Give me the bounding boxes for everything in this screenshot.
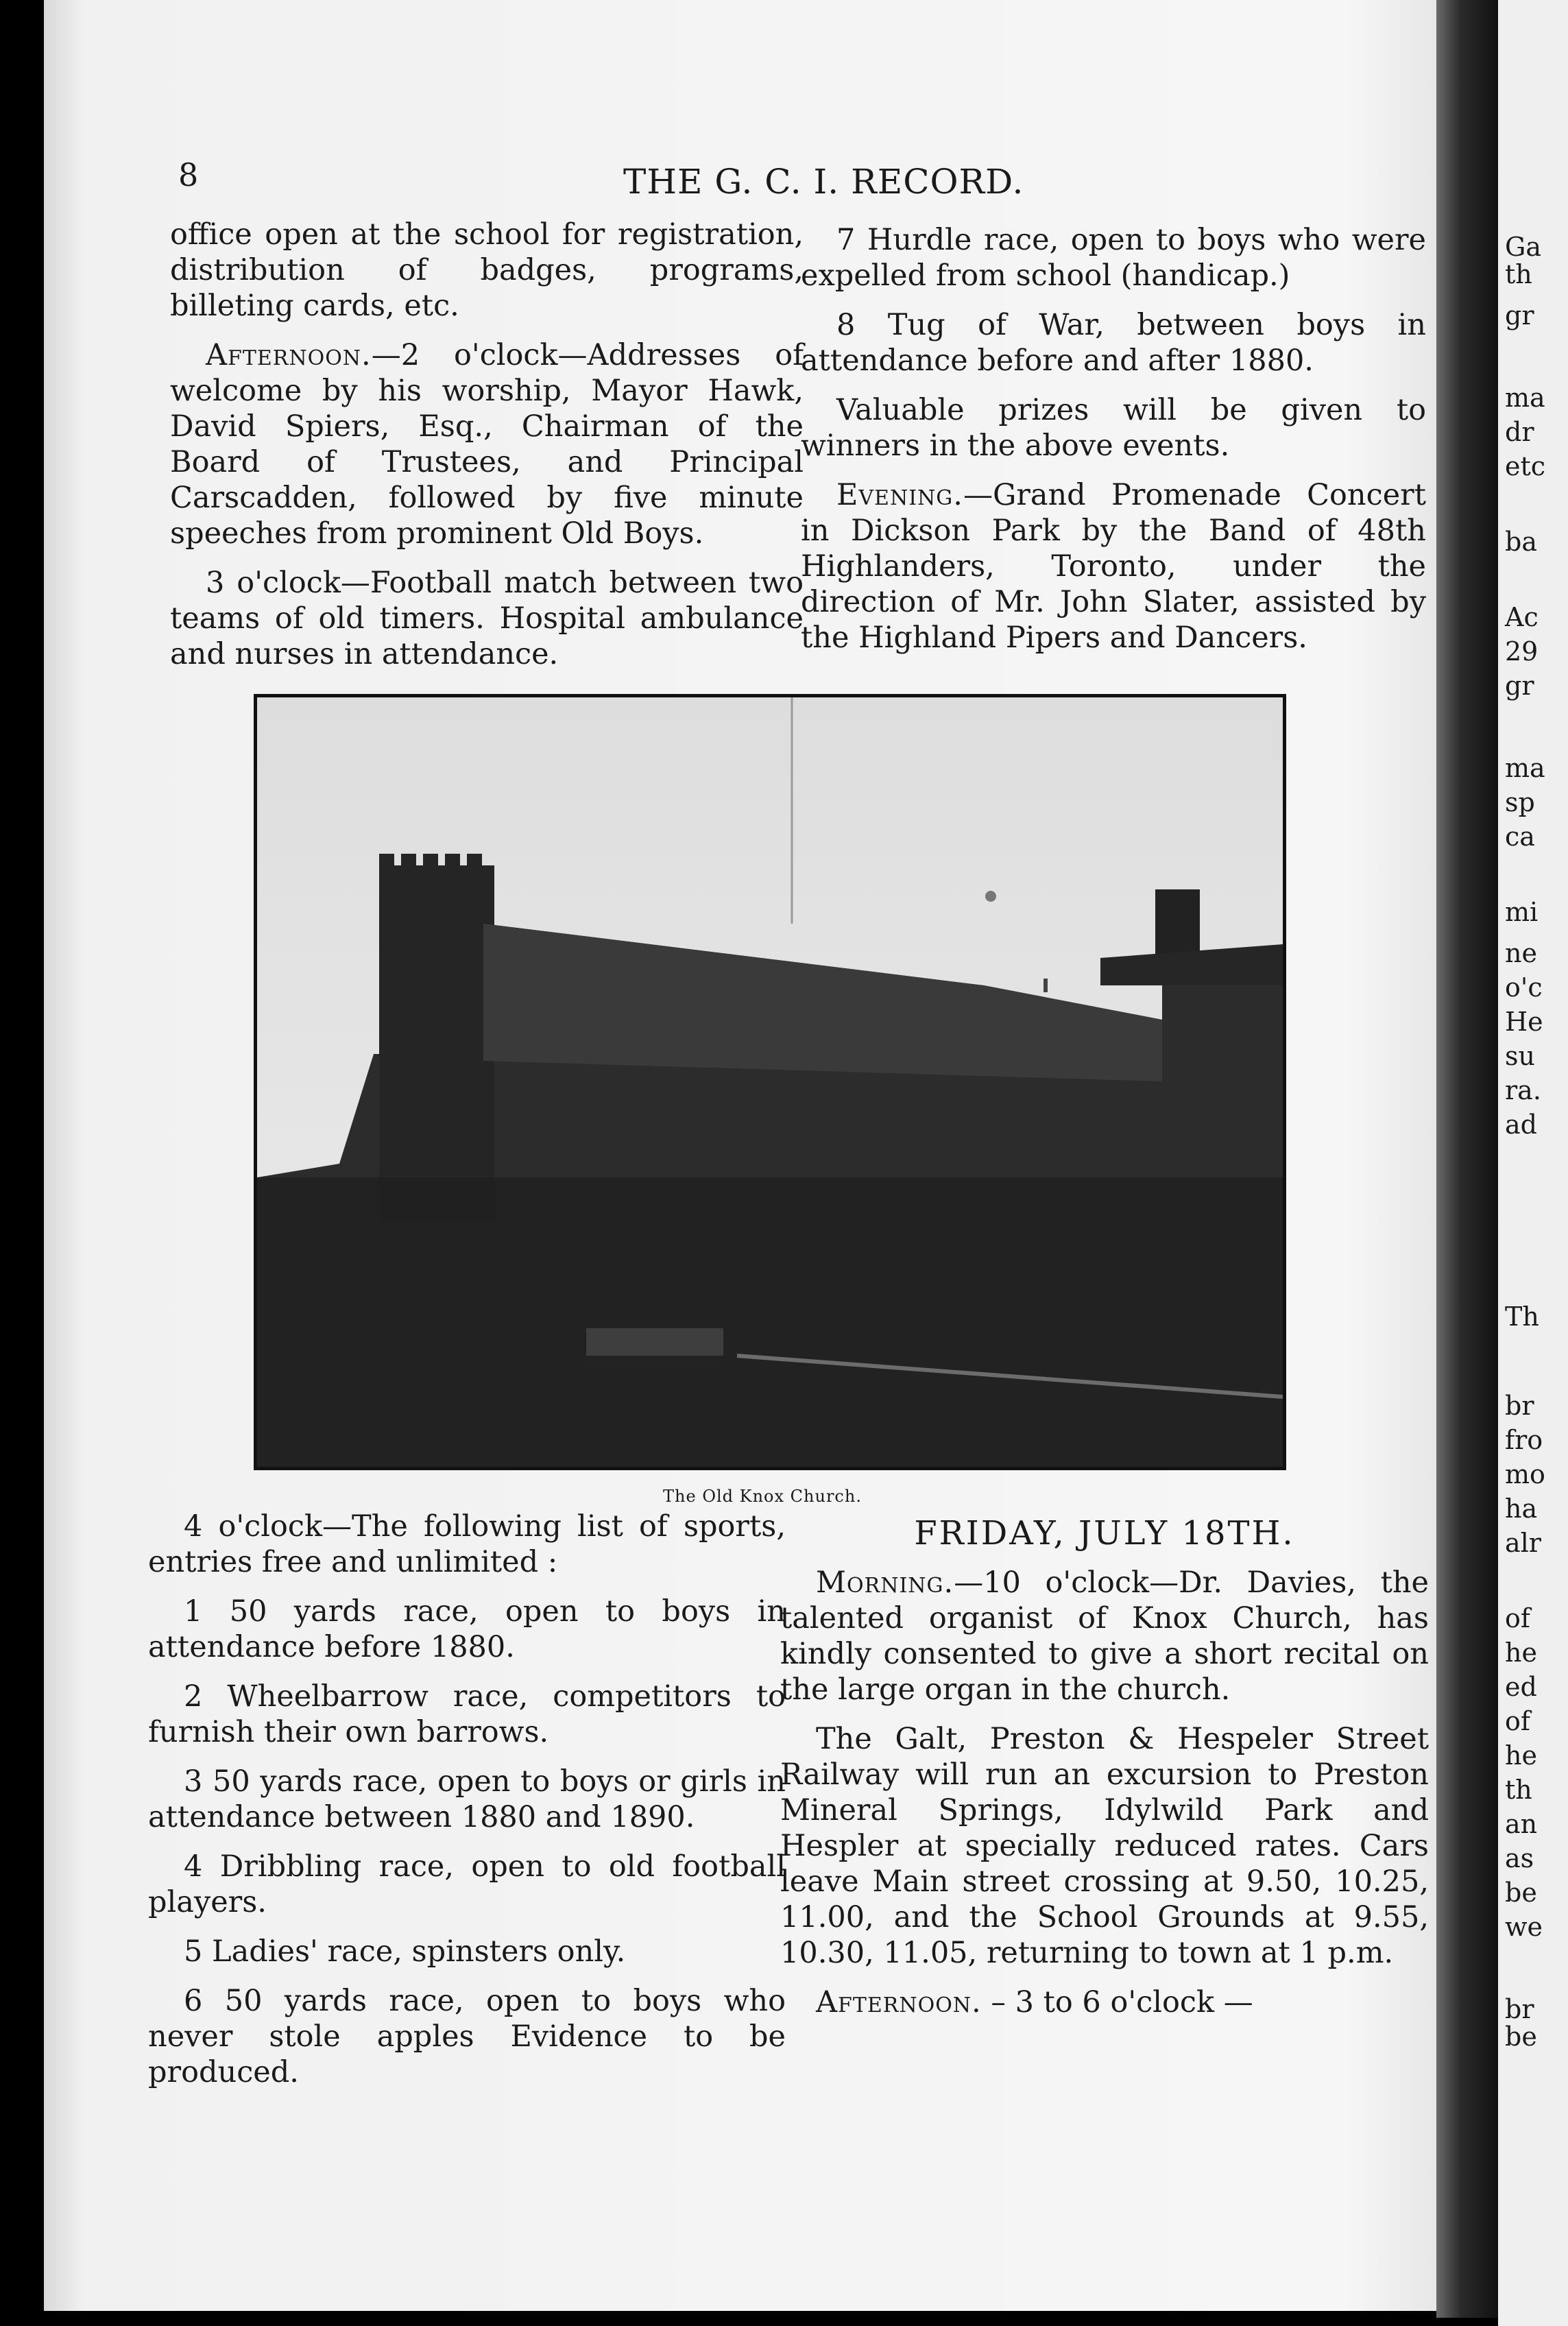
next-page-text-fragment: gr	[1505, 671, 1534, 701]
sports-item: 5 Ladies' race, spinsters only.	[184, 1934, 626, 1969]
photo-caption: The Old Knox Church.	[663, 1487, 862, 1506]
next-page-text-fragment: br	[1505, 1391, 1534, 1421]
afternoon-text: —2 o'clock—Addresses of welcome by his worship, Mayor Hawk, David Spiers, Esq., Chairman of the Board of Trustees, and Principal Carscadden, followed by five minute speeches from prominent Old Boys.	[170, 338, 804, 551]
next-page-text-fragment: He	[1505, 1007, 1543, 1037]
next-page-edge	[1498, 0, 1568, 2326]
next-page-text-fragment: ne	[1505, 938, 1537, 968]
next-page-text-fragment: sp	[1505, 787, 1535, 817]
next-page-text-fragment: mo	[1505, 1459, 1545, 1489]
next-page-text-fragment: su	[1505, 1041, 1535, 1071]
column-top-right	[801, 222, 1426, 669]
next-page-text-fragment: ad	[1505, 1110, 1537, 1140]
paragraph-evening	[801, 477, 1426, 656]
next-page-text-fragment: Th	[1505, 1302, 1539, 1332]
next-page-text-fragment: mi	[1505, 897, 1539, 927]
binding-shadow	[1436, 0, 1498, 2318]
next-page-text-fragment: gr	[1505, 300, 1534, 331]
afternoon-friday-text: – 3 to 6 o'clock —	[981, 1985, 1253, 2019]
next-page-text-fragment: alr	[1505, 1528, 1541, 1558]
evening-label: Evening.	[836, 478, 963, 512]
next-page-text-fragment: ra.	[1505, 1075, 1541, 1105]
paragraph-prizes: Valuable prizes will be given to winners in the above events.	[801, 393, 1426, 463]
event-tug-of-war: 8 Tug of War, between boys in attendance before and after 1880.	[801, 308, 1426, 378]
document-page	[44, 0, 1481, 2311]
paragraph-morning	[780, 1565, 1429, 1707]
column-bottom-right	[780, 1515, 1429, 2034]
afternoon-label: Afternoon.	[206, 338, 372, 372]
paragraph-railway: The Galt, Preston & Hespeler Street Railway will run an excursion to Preston Mineral Springs, Idylwild Park and Hespler at specially reduced rates. Cars leave Main street crossing at 9.50, 10.25, 11.00, and the School Grounds at 9.55, 10.30, 11.05, returning to town at 1 p.m.	[780, 1722, 1429, 1970]
sports-item: 4 Dribbling race, open to old football players.	[148, 1849, 786, 1919]
next-page-text-fragment: th	[1505, 259, 1532, 289]
page-number: 8	[178, 156, 199, 193]
next-page-text-fragment: th	[1505, 1775, 1532, 1805]
next-page-text-fragment: an	[1505, 1809, 1538, 1839]
next-page-text-fragment: of	[1505, 1706, 1530, 1736]
sports-item: 2 Wheelbarrow race, competitors to furnish their own barrows.	[148, 1679, 786, 1749]
morning-label: Morning.	[816, 1566, 954, 1600]
event-hurdle-race: 7 Hurdle race, open to boys who were expelled from school (handicap.)	[801, 223, 1426, 293]
next-page-text-fragment: br	[1505, 1994, 1534, 2024]
paragraph-afternoon	[170, 337, 804, 551]
section-heading-friday: FRIDAY, JULY 18TH.	[914, 1514, 1295, 1552]
next-page-text-fragment: ma	[1505, 753, 1545, 783]
next-page-text-fragment: ed	[1505, 1672, 1537, 1702]
next-page-text-fragment: o'c	[1505, 972, 1543, 1003]
church-photograph	[254, 694, 1286, 1470]
paragraph-afternoon-friday	[780, 1985, 1429, 2020]
next-page-text-fragment: Ac	[1505, 602, 1539, 632]
next-page-text-fragment: 29	[1505, 636, 1539, 667]
next-page-text-fragment: ba	[1505, 527, 1537, 557]
running-head: THE G. C. I. RECORD.	[623, 162, 1024, 202]
sports-item: 3 50 yards race, open to boys or girls in attendance between 1880 and 1890.	[148, 1764, 786, 1834]
next-page-text-fragment: as	[1505, 1843, 1534, 1873]
column-bottom-left	[148, 1509, 786, 2104]
sports-item: 1 50 yards race, open to boys in attendance before 1880.	[148, 1594, 786, 1664]
next-page-text-fragment: of	[1505, 1603, 1530, 1633]
paragraph-registration: office open at the school for registration, distribution of badges, programs, billeting cards, etc.	[170, 217, 804, 323]
next-page-text-fragment: ma	[1505, 383, 1545, 413]
next-page-text-fragment: Ga	[1505, 232, 1542, 262]
next-page-text-fragment: ca	[1505, 822, 1535, 852]
sports-item: 6 50 yards race, open to boys who never stole apples Evidence to be produced.	[148, 1984, 786, 2089]
next-page-text-fragment: be	[1505, 1878, 1537, 1908]
next-page-text-fragment: ha	[1505, 1494, 1538, 1524]
paragraph-sports-intro: 4 o'clock—The following list of sports, entries free and unlimited :	[148, 1509, 786, 1579]
evening-text: —Grand Promenade Concert in Dickson Park by the Band of 48th Highlanders, Toronto, under the direction of Mr. John Slater, assisted by the Highland Pipers and Dancers.	[801, 478, 1426, 655]
afternoon-friday-label: Afternoon.	[816, 1985, 982, 2019]
column-top-left	[170, 217, 804, 686]
next-page-text-fragment: dr	[1505, 417, 1534, 447]
paragraph-football: 3 o'clock—Football match between two teams of old timers. Hospital ambulance and nurses in attendance.	[170, 566, 804, 671]
next-page-text-fragment: fro	[1505, 1425, 1543, 1455]
next-page-text-fragment: he	[1505, 1638, 1537, 1668]
next-page-text-fragment: we	[1505, 1912, 1543, 1942]
next-page-text-fragment: he	[1505, 1740, 1537, 1771]
morning-text: —10 o'clock—Dr. Davies, the talented organist of Knox Church, has kindly consented to give a short recital on the large organ in the church.	[780, 1566, 1429, 1707]
next-page-text-fragment: be	[1505, 2022, 1537, 2052]
next-page-text-fragment: etc	[1505, 451, 1546, 481]
